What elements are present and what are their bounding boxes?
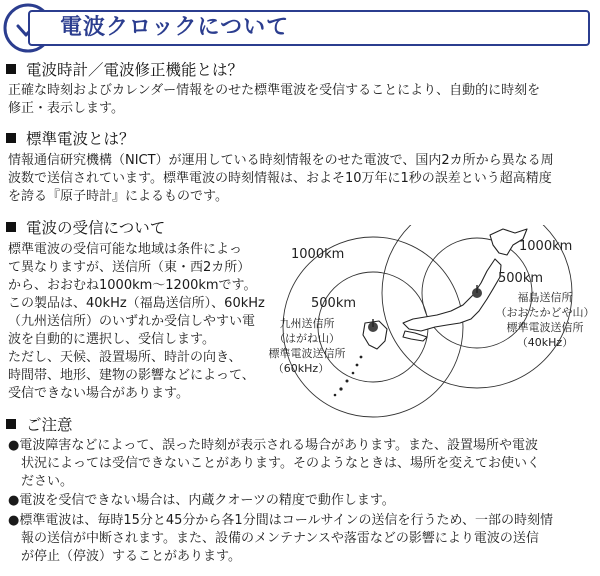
page-title: 電波クロックについて xyxy=(60,15,290,40)
note-line: ださい。 xyxy=(8,474,74,489)
section-title-notes: ご注意 xyxy=(6,415,73,435)
square-bullet-icon xyxy=(6,222,16,232)
section-text-line: 標準電波の受信可能な地域は条件によっ xyxy=(8,242,243,257)
section-text-line: から、おおむね1000km〜1200kmです。 xyxy=(8,278,257,293)
section-text-line: ただし、天候、設置場所、時計の向き、 xyxy=(8,350,242,365)
kyushu-label-line: （はがね山） xyxy=(274,332,340,345)
kyushu-label-line: 九州送信所 xyxy=(279,317,335,330)
note-line: ●電波障害などによって、誤った時刻が表示される場合があります。また、設置場所や電波 xyxy=(8,438,539,453)
section-text-line: この製品は、40kHz（福島送信所）、60kHz xyxy=(8,296,265,311)
square-bullet-icon xyxy=(6,64,16,74)
section-text-line: 情報通信研究機構（NICT）が運用している時刻情報をのせた電波で、国内2カ所から異なる周 xyxy=(8,153,554,168)
section-title-standard-wave: 標準電波とは？ xyxy=(6,129,135,149)
fukushima-label-line: （おおたかどや山） xyxy=(495,306,595,319)
note-line: ●標準電波は、毎時15分と45分から各1分間はコールサインの送信を行うため、一部の時刻情 xyxy=(8,513,554,528)
fukushima-label-line: （40kHz） xyxy=(516,336,574,349)
fukushima-label-line: 福島送信所 xyxy=(517,291,573,304)
section-title-reception: 電波の受信について xyxy=(6,218,165,238)
header xyxy=(0,0,600,56)
japan-map-outline xyxy=(363,229,527,349)
note-line: 状況によっては受信できないことがあります。そのようなときは、場所を変えてお使いく xyxy=(8,456,540,471)
note-line: 報の送信が中断されます。また、設備のメンテナンスや落雷などの影響により電波の送信 xyxy=(8,531,539,546)
note-line: が停止（停波）することがあります。 xyxy=(8,549,241,564)
section-text-line: 修正・表示します。 xyxy=(8,101,124,116)
east-1000km-label: 1000km xyxy=(519,239,573,254)
section-title-radio-clock: 電波時計／電波修正機能とは？ xyxy=(6,60,243,80)
section-text-line: 受信できない場合があります。 xyxy=(8,386,189,401)
section-text-line: を誇る『原子時計』によるものです。 xyxy=(8,189,228,204)
section-text-line: 波を自動的に選択し、受信します。 xyxy=(8,332,215,347)
section-text-line: （九州送信所）のいずれか受信しやすい電 xyxy=(8,314,256,329)
square-bullet-icon xyxy=(6,133,16,143)
reception-range-map xyxy=(255,225,600,427)
note-line: ●電波を受信できない場合は、内蔵クオーツの精度で動作します。 xyxy=(8,493,395,508)
west-500km-label: 500km xyxy=(311,296,357,311)
section-text-line: 波数で送信されています。標準電波の時刻情報は、およそ10万年に1秒の誤差という超高精度 xyxy=(8,171,552,186)
section-text-line: て異なりますが、送信所（東・西2カ所） xyxy=(8,260,251,275)
west-1000km-label: 1000km xyxy=(291,247,345,262)
fukushima-label-line: 標準電波送信所 xyxy=(506,321,584,334)
section-text-line: 時間帯、地形、建物の影響などによって、 xyxy=(8,368,255,383)
section-text-line: 正確な時刻およびカレンダー情報をのせた標準電波を受信することにより、自動的に時刻を xyxy=(8,83,541,98)
east-500km-label: 500km xyxy=(498,271,544,286)
kyushu-label-line: 標準電波送信所 xyxy=(268,347,346,360)
kyushu-label-line: （60kHz） xyxy=(272,362,330,375)
square-bullet-icon xyxy=(6,419,16,429)
